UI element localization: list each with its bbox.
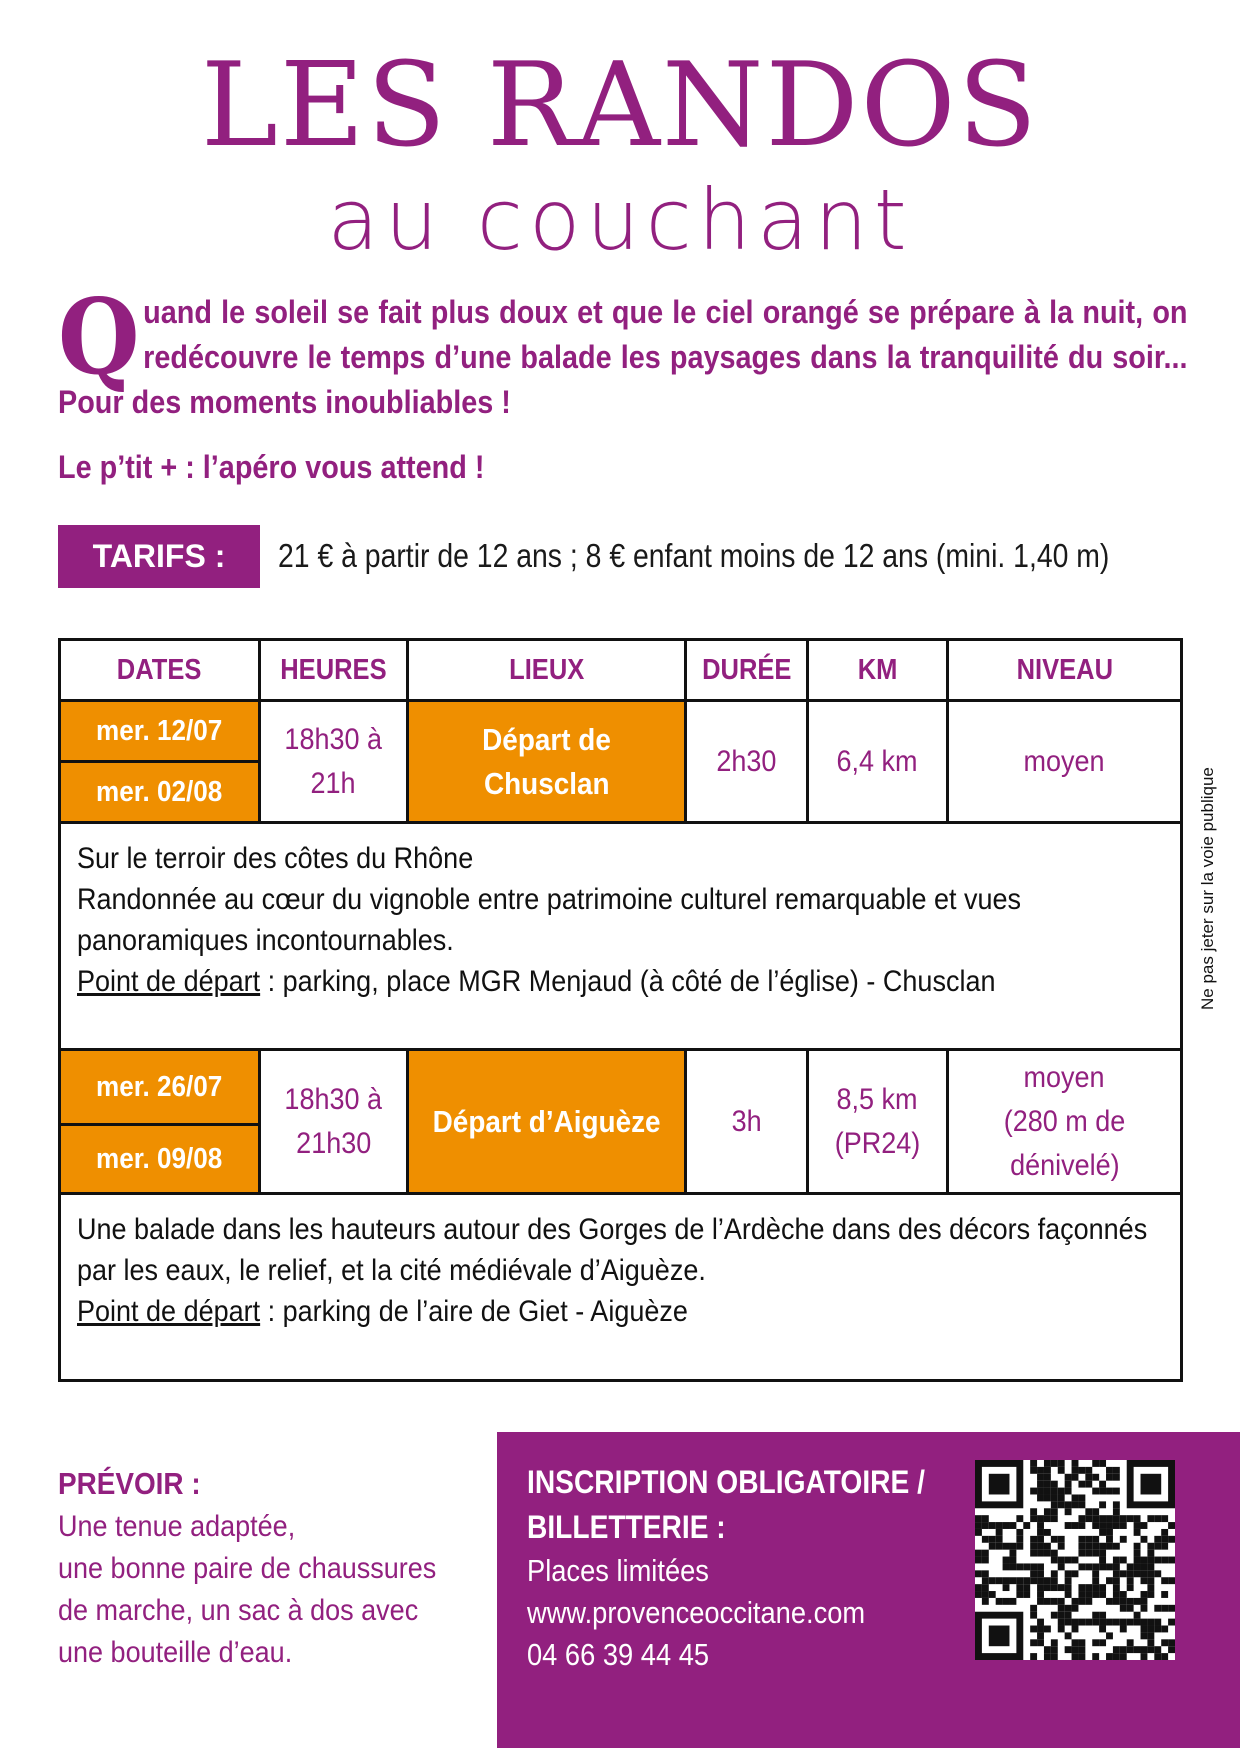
side-note: Ne pas jeter sur la voie publique	[1198, 767, 1217, 1010]
description-cell	[60, 823, 1182, 1050]
intro-paragraph	[58, 275, 1188, 425]
description-line: Sur le terroir des côtes du Rhône	[77, 842, 474, 875]
duree-cell: 3h	[686, 1050, 808, 1194]
km-cell: 6,4 km	[808, 701, 948, 823]
tarifs-label: TARIFS :	[58, 525, 260, 588]
prevoir-block	[58, 1462, 454, 1674]
duree-cell: 2h30	[686, 701, 808, 823]
inscription-title: BILLETTERIE :	[527, 1509, 726, 1545]
prevoir-line: une bonne paire de chaussures	[58, 1552, 437, 1585]
phone-number[interactable]: 04 66 39 44 45	[527, 1637, 710, 1672]
description-row	[60, 823, 1182, 1050]
qr-code-icon[interactable]	[975, 1460, 1175, 1660]
intro-dropcap: Q	[58, 275, 140, 398]
header-heures: HEURES	[260, 640, 408, 701]
lieu-cell: Départ de Chusclan	[408, 701, 686, 823]
prevoir-line: une bouteille d’eau.	[58, 1636, 293, 1669]
km-cell: 8,5 km (PR24)	[808, 1050, 948, 1194]
start-point-label: Point de départ	[77, 1295, 261, 1328]
table-row	[60, 701, 1182, 762]
header-duree: DURÉE	[686, 640, 808, 701]
prevoir-line: de marche, un sac à dos avec	[58, 1594, 419, 1627]
inscription-box	[497, 1432, 1240, 1748]
date-cell: mer. 12/07	[60, 701, 260, 762]
start-point-text: : parking de l’aire de Giet - Aiguèze	[260, 1295, 688, 1328]
table-row	[60, 1050, 1182, 1125]
start-point	[77, 961, 1148, 1002]
start-point-text: : parking, place MGR Menjaud (à côté de l’église) - Chusclan	[260, 965, 996, 998]
randos-table	[58, 638, 1183, 1382]
description-cell	[60, 1194, 1182, 1381]
website-link[interactable]: www.provenceoccitane.com	[527, 1595, 866, 1630]
header-dates: DATES	[60, 640, 260, 701]
lieu-cell: Départ d’Aiguèze	[408, 1050, 686, 1194]
heures-cell: 18h30 à 21h30	[260, 1050, 408, 1194]
prevoir-line: Une tenue adaptée,	[58, 1510, 296, 1543]
start-point	[77, 1291, 1148, 1332]
date-cell: mer. 26/07	[60, 1050, 260, 1125]
heures-cell: 18h30 à 21h	[260, 701, 408, 823]
header-lieux: LIEUX	[408, 640, 686, 701]
date-cell: mer. 02/08	[60, 762, 260, 823]
tarifs-text: 21 € à partir de 12 ans ; 8 € enfant moins de 12 ans (mini. 1,40 m)	[278, 537, 1110, 574]
description-row	[60, 1194, 1182, 1381]
niveau-cell: moyen	[948, 701, 1182, 823]
page-subtitle: au couchant	[327, 171, 913, 269]
table-header-row	[60, 640, 1182, 701]
date-cell: mer. 09/08	[60, 1125, 260, 1194]
prevoir-title: PRÉVOIR :	[58, 1466, 201, 1501]
inscription-title: INSCRIPTION OBLIGATOIRE /	[527, 1464, 925, 1500]
description-line: Randonnée au cœur du vignoble entre patrimoine culturel remarquable et vues panoramiques incontournables.	[77, 883, 1022, 957]
qr-code-graphic	[975, 1460, 1175, 1660]
niveau-cell: moyen (280 m de dénivelé)	[948, 1050, 1182, 1194]
intro-plus: Le p’tit + : l’apéro vous attend !	[58, 449, 485, 485]
intro-text: uand le soleil se fait plus doux et que le ciel orangé se prépare à la nuit, on redécouvre le temps d’une balade les paysages dans la tranquilité du soir... Pour des moments inoubliables !	[58, 294, 1188, 420]
start-point-label: Point de départ	[77, 965, 261, 998]
header-km: KM	[808, 640, 948, 701]
header-niveau: NIVEAU	[948, 640, 1182, 701]
places-text: Places limitées	[527, 1553, 709, 1588]
page-title: LES RANDOS	[200, 38, 1040, 173]
description-line: Une balade dans les hauteurs autour des Gorges de l’Ardèche dans des décors façonnés par les eaux, le relief, et la cité médiévale d’Aiguèze.	[77, 1213, 1148, 1287]
